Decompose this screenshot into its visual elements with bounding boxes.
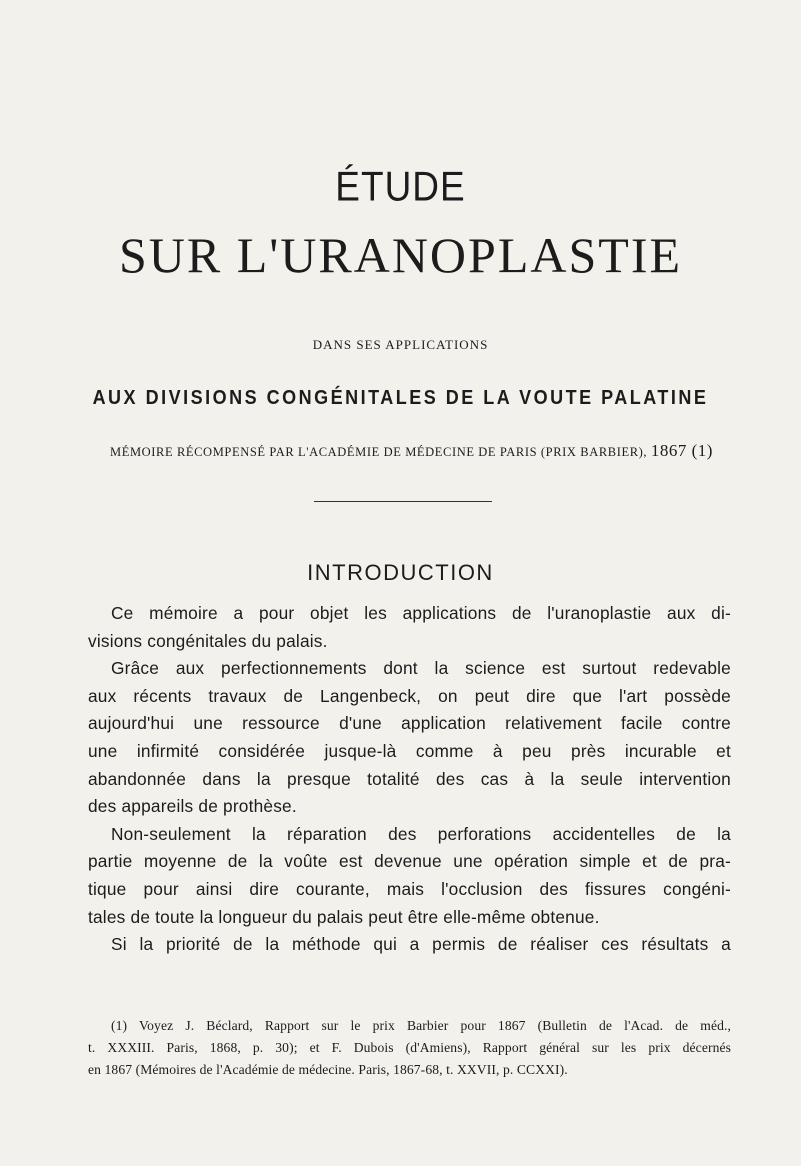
- subtitle-divisions: AUX DIVISIONS CONGÉNITALES DE LA VOUTE PALATINE: [92, 385, 709, 409]
- body-line: Ce mémoire a pour objet les applications de l'uranoplastie aux di-: [111, 603, 731, 623]
- main-title: SUR L'URANOPLASTIE: [118, 227, 683, 283]
- footnote-line: t. XXXIII. Paris, 1868, p. 30); et F. Dubois (d'Amiens), Rapport général sur les prix décernés: [88, 1040, 731, 1055]
- footnote-line: en 1867 (Mémoires de l'Académie de médecine. Paris, 1867-68, t. XXVII, p. CCXXI).: [88, 1062, 568, 1077]
- body-line: tique pour ainsi dire courante, mais l'occlusion des fissures congéni-: [88, 878, 731, 899]
- body-line: aux récents travaux de Langenbeck, on peut dire que l'art possède: [88, 685, 731, 706]
- introduction-heading: INTRODUCTION: [307, 560, 494, 585]
- footnote: [88, 1015, 731, 1081]
- body-line: une infirmité considérée jusque-là comme à peu près incurable et: [88, 740, 731, 761]
- body-line: des appareils de prothèse.: [88, 796, 297, 817]
- footnote-line: (1) Voyez J. Béclard, Rapport sur le prix Barbier pour 1867 (Bulletin de l'Acad. de méd.,: [111, 1018, 731, 1033]
- memoire-text: MÉMOIRE RÉCOMPENSÉ PAR L'ACADÉMIE DE MÉDECINE DE PARIS (PRIX BARBIER),: [110, 445, 648, 459]
- body-line: Non-seulement la réparation des perforations accidentelles de la: [111, 823, 731, 844]
- memoire-line: [110, 441, 750, 461]
- subtitle-applications: DANS SES APPLICATIONS: [312, 337, 489, 352]
- body-line: abandonnée dans la presque totalité des cas à la seule intervention: [88, 768, 731, 789]
- title-etude: ÉTUDE: [335, 163, 466, 210]
- body-line: partie moyenne de la voûte est devenue une opération simple et de pra-: [88, 851, 731, 872]
- introduction-body: [88, 600, 731, 959]
- body-line: Si la priorité de la méthode qui a permis de réaliser ces résultats a: [111, 934, 731, 955]
- body-line: aujourd'hui une ressource d'une application relativement facile contre: [88, 713, 731, 734]
- memoire-year: 1867 (1): [650, 441, 713, 460]
- body-line: visions congénitales du palais.: [88, 630, 328, 651]
- divider-rule: [314, 501, 492, 502]
- body-line: Grâce aux perfectionnements dont la science est surtout redevable: [111, 658, 731, 679]
- body-line: tales de toute la longueur du palais peut être elle-même obtenue.: [88, 906, 600, 927]
